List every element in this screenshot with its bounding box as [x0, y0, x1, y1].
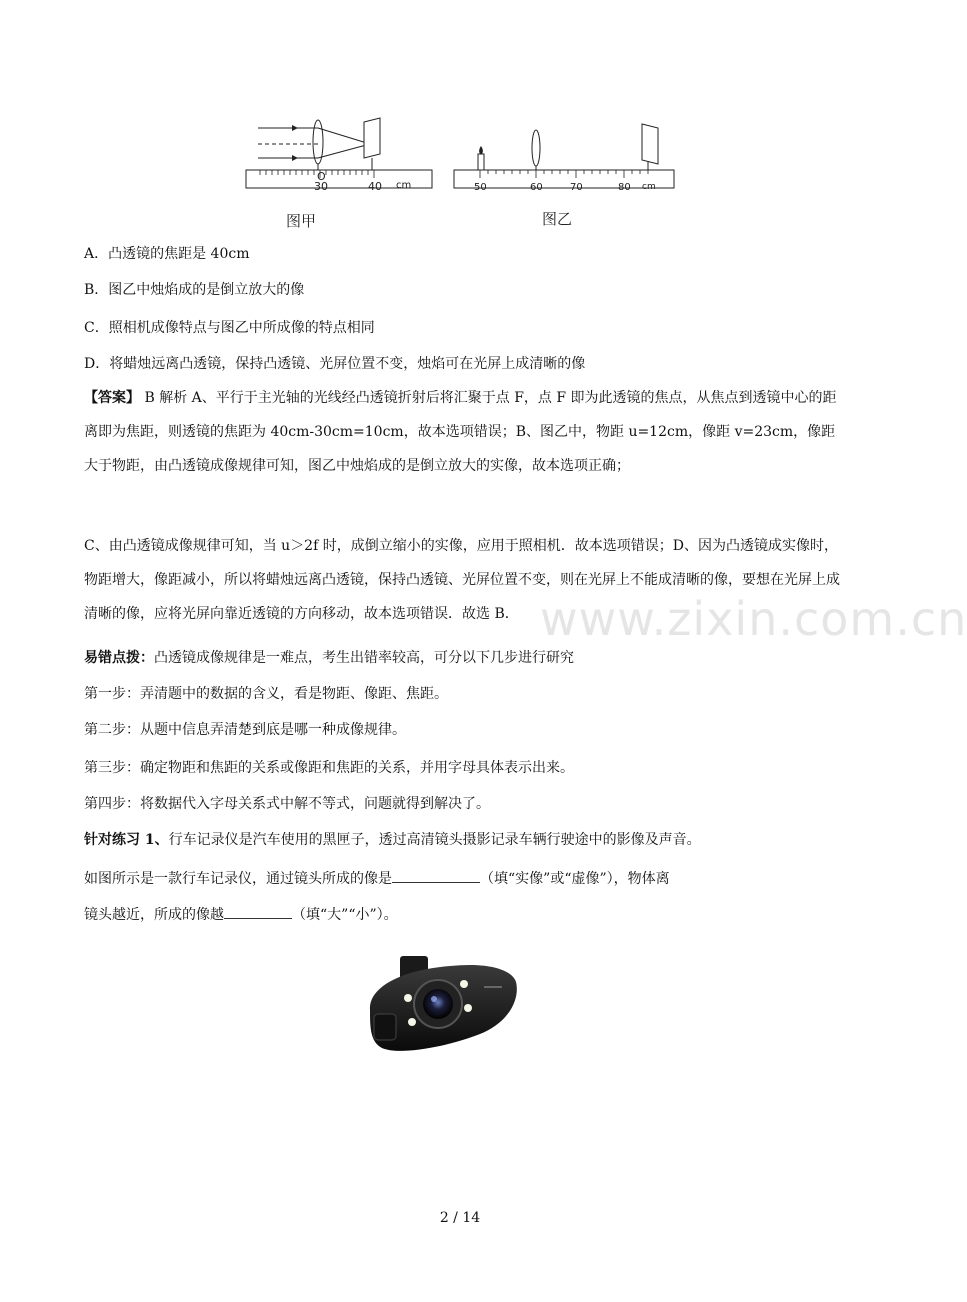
practice-label: 针对练习 1、 [84, 832, 169, 848]
figure-b-tick-50: 50 [474, 182, 487, 193]
figure-a-caption: 图甲 [286, 212, 317, 230]
answer-label: 【答案】 [84, 390, 140, 406]
answer-text-2: C、由凸透镜成像规律可知，当 u＞2f 时，成倒立缩小的实像，应用于照相机．故本选项错误；D、因为凸透镜成实像时，物距增大，像距减小，所以将蜡烛远离凸透镜，保持凸透镜、光屏位置不变，则在光屏上不能成清晰的像，要想在光屏上成清晰的像，应将光屏向靠近透镜的方向移动，故本选项错误．故选 B． [84, 538, 840, 622]
dash-cam-image [360, 948, 520, 1062]
practice-line-2 [84, 868, 670, 889]
answer-blank-1[interactable] [392, 868, 480, 883]
practice-text-3a: 镜头越近，所成的像越 [84, 907, 224, 923]
practice-line-3 [84, 904, 398, 925]
answer-text-1: B 解析 A、平行于主光轴的光线经凸透镜折射后将汇聚于点 F，点 F 即为此透镜的焦点，从焦点到透镜中心的距离即为焦距，则透镜的焦距为 40cm-30cm=10cm，故本选项错误；B、图乙中，物距 u=12cm，像距 v=23cm，像距大于物距，由凸透镜成像规律可知，图乙中烛焰成的是倒立放大的实像，故本选项正确； [84, 390, 837, 474]
answer-paragraph-1 [84, 381, 844, 483]
practice-text-3b: （填“大”“小”）。 [292, 907, 398, 923]
figure-a-tick-30: 30 [314, 180, 328, 193]
option-c: C．照相机成像特点与图乙中所成像的特点相同 [84, 320, 375, 336]
tips-step-1: 第一步：弄清题中的数据的含义，看是物距、像距、焦距。 [84, 686, 448, 702]
figure-b-tick-60: 60 [530, 182, 543, 193]
dash-cam-illustration [360, 948, 520, 1058]
figure-a-diagram [246, 118, 432, 188]
figure-b-diagram [454, 124, 674, 188]
tips-text: 凸透镜成像规律是一难点，考生出错率较高，可分以下几步进行研究 [154, 650, 574, 666]
watermark: www.zixin.com.cn [540, 592, 967, 646]
option-a: A．凸透镜的焦距是 40cm [84, 246, 250, 262]
practice-line-1 [84, 830, 701, 850]
figure-b-tick-80: 80 [618, 182, 631, 193]
figure-b-tick-cm: cm [642, 182, 656, 192]
figure-a-tick-40: 40 [368, 180, 382, 193]
practice-text-1: 行车记录仪是汽车使用的黑匣子，透过高清镜头摄影记录车辆行驶途中的影像及声音。 [168, 832, 701, 848]
tips-step-2: 第二步：从题中信息弄清楚到底是哪一种成像规律。 [84, 722, 406, 738]
practice-text-2b: （填“实像”或“虚像”），物体离 [480, 871, 670, 887]
figure-a-tick-cm: cm [396, 180, 412, 191]
tips-label: 易错点拨： [84, 650, 154, 666]
figure-b-tick-70: 70 [570, 182, 583, 193]
tips-step-3: 第三步：确定物距和焦距的关系或像距和焦距的关系，并用字母具体表示出来。 [84, 760, 574, 776]
option-d: D．将蜡烛远离凸透镜，保持凸透镜、光屏位置不变，烛焰可在光屏上成清晰的像 [84, 356, 586, 372]
tips-heading [84, 648, 574, 668]
figure-a-point-label: O [317, 170, 326, 183]
practice-text-2a: 如图所示是一款行车记录仪，通过镜头所成的像是 [84, 871, 392, 887]
answer-blank-2[interactable] [224, 904, 292, 919]
figure-b-caption: 图乙 [542, 210, 573, 228]
optics-figures [240, 118, 680, 234]
tips-step-4: 第四步：将数据代入字母关系式中解不等式，问题就得到解决了。 [84, 796, 490, 812]
page-number: 2 / 14 [439, 1210, 481, 1226]
option-b: B．图乙中烛焰成的是倒立放大的像 [84, 282, 305, 298]
